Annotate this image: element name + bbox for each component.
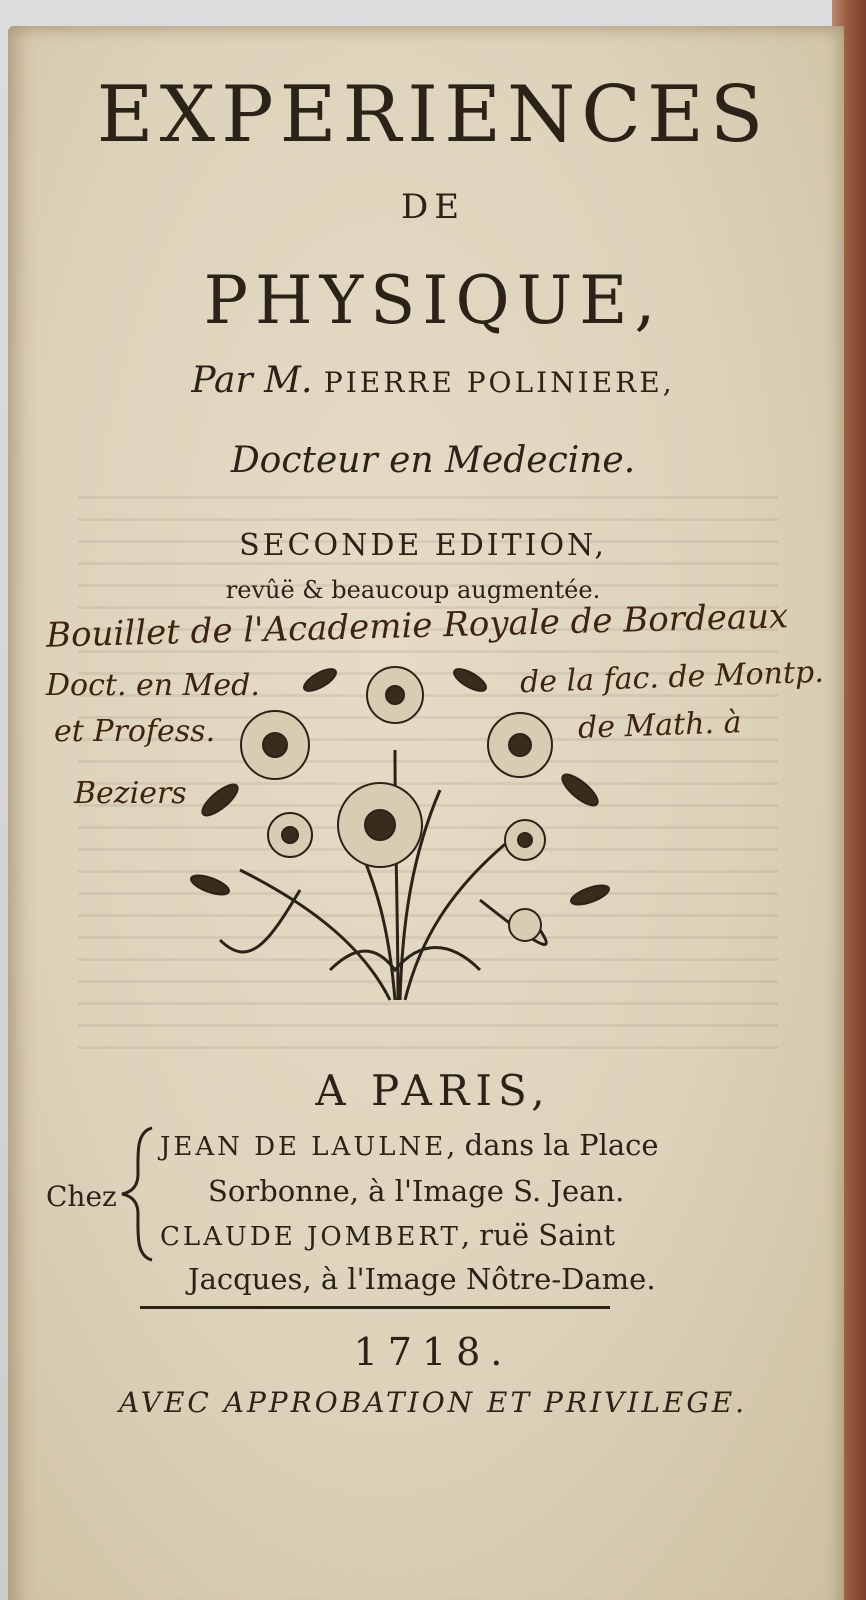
handwritten-line-3b: de Math. à xyxy=(577,705,742,746)
title-line-3: PHYSIQUE, xyxy=(203,262,663,339)
brace-glyph xyxy=(118,1124,158,1264)
publisher-1-name: JEAN DE LAULNE xyxy=(160,1132,447,1162)
year: 1718. xyxy=(353,1330,513,1374)
publisher-line-2: Sorbonne, à l'Image S. Jean. xyxy=(208,1174,625,1208)
flower-bouquet-ornament xyxy=(180,640,620,1020)
author-name: PIERRE POLINIERE, xyxy=(323,366,675,399)
publisher-2-name: CLAUDE JOMBERT xyxy=(160,1222,461,1252)
publisher-line-4: Jacques, à l'Image Nôtre-Dame. xyxy=(188,1262,656,1296)
publisher-line-1 xyxy=(160,1128,659,1162)
approbation: AVEC APPROBATION ET PRIVILEGE. xyxy=(118,1386,748,1419)
handwritten-line-2: Doct. en Med. xyxy=(46,668,260,703)
handwritten-line-4: Beziers xyxy=(74,776,187,811)
place-line: A PARIS, xyxy=(315,1066,551,1115)
title-line-2: DE xyxy=(400,187,466,227)
handwritten-line-2b: de la fac. de Montp. xyxy=(519,654,825,701)
publisher-line-3 xyxy=(160,1218,615,1252)
divider-rule xyxy=(140,1306,610,1309)
handwritten-line-1: Bouillet de l'Academie Royale de Bordeaux xyxy=(45,596,789,656)
author-line xyxy=(0,360,866,401)
title-line-1: EXPERIENCES xyxy=(96,70,770,160)
handwritten-line-3: et Profess. xyxy=(54,714,216,749)
publisher-2-rest: , ruë Saint xyxy=(460,1218,615,1252)
author-prefix: Par M. xyxy=(191,360,313,401)
chez-label: Chez xyxy=(46,1180,117,1213)
publisher-1-rest: , dans la Place xyxy=(446,1128,659,1162)
author-title: Docteur en Medecine. xyxy=(230,440,636,481)
edition-note: revûë & beaucoup augmentée. xyxy=(225,576,601,604)
edition: SECONDE EDITION, xyxy=(239,528,607,563)
